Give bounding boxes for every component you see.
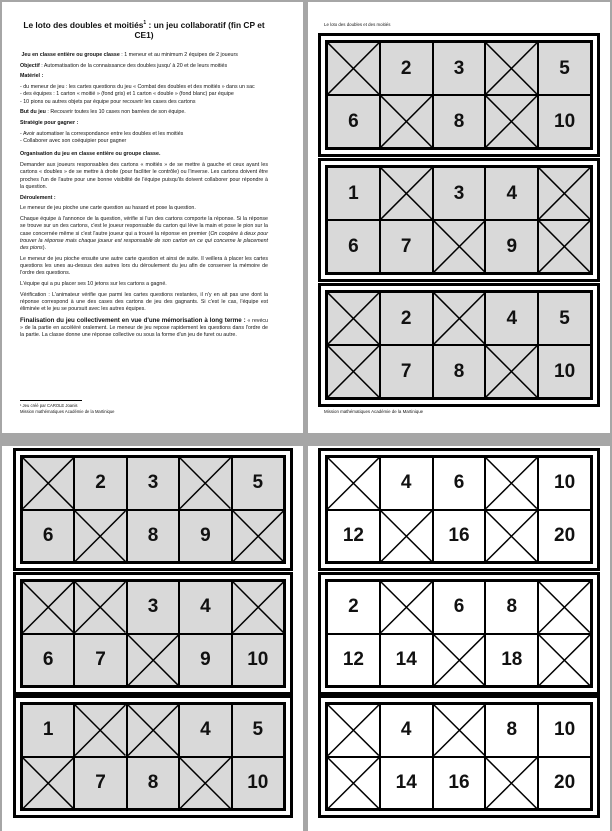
number-cell [485,167,538,220]
cross-icon [180,758,230,809]
number-cell [433,345,486,398]
crossed-cell [327,42,380,95]
cell-number: 9 [506,235,518,257]
loto-grid [325,290,593,400]
cell-number: 6 [348,235,359,257]
crossed-cell [232,510,284,563]
crossed-cell [327,345,380,398]
cross-icon [434,705,485,756]
number-cell [433,457,486,510]
cell-number: 14 [395,648,417,670]
crossed-cell [127,634,179,687]
number-cell [22,704,74,757]
cross-icon [486,346,537,397]
crossed-cell [179,457,231,510]
number-cell [485,292,538,345]
number-cell [538,292,591,345]
cell-number: 18 [501,648,523,670]
loto-card [318,695,600,818]
number-cell [380,345,433,398]
procedure-step: Le meneur de jeu pioche ensuite une autre carte question et ainsi de suite. Il veillera à placer les cartes questions les unes au-dessus des autres lors du déroulement du jeu afin de conserver la mémoire de l'ordre des questions. [20,255,268,277]
crossed-cell [433,704,486,757]
crossed-cell [327,704,380,757]
crossed-cell [74,581,126,634]
crossed-cell [538,167,591,220]
loto-grid [325,579,593,688]
number-cell [538,457,591,510]
crossed-cell [485,95,538,148]
cross-icon [434,293,485,344]
number-cell [232,457,284,510]
number-cell [433,757,486,810]
cross-icon [381,582,432,633]
cell-number: 6 [42,524,54,546]
crossed-cell [74,704,126,757]
number-cell [327,510,380,563]
material-heading: Matériel : [20,73,44,80]
rules-text [20,18,268,343]
number-cell [327,167,380,220]
crossed-cell [485,457,538,510]
cell-number: 4 [400,719,412,741]
number-cell [179,634,231,687]
number-cell [380,634,433,687]
cross-icon [128,635,178,686]
loto-grid [20,702,286,811]
cell-number: 12 [342,648,364,670]
crossed-cell [74,510,126,563]
cell-number: 10 [554,360,576,382]
cell-number: 8 [506,596,518,618]
crossed-cell [433,292,486,345]
procedure-heading: Déroulement : [20,194,56,201]
cross-icon [381,511,432,562]
cell-number: 2 [348,596,359,618]
cell-number: 10 [247,648,269,670]
loto-card [318,283,600,407]
crossed-cell [433,634,486,687]
cell-number: 7 [95,648,106,670]
number-cell [380,457,433,510]
crossed-cell [380,95,433,148]
cell-number: 3 [147,472,159,494]
footnote [20,400,115,415]
cross-icon [23,582,73,633]
number-cell [232,634,284,687]
crossed-cell [22,457,74,510]
loto-grid [325,165,593,275]
page-header: Le loto des doubles et des moitiés [324,22,391,27]
crossed-cell [327,757,380,810]
loto-card [318,448,600,571]
cross-icon [328,43,379,94]
cross-icon [539,221,590,272]
number-cell [127,757,179,810]
cross-icon [75,705,125,756]
cell-number: 12 [342,524,364,546]
crossed-cell [485,42,538,95]
number-cell [179,581,231,634]
number-cell [485,704,538,757]
number-cell [327,95,380,148]
organisation-text: Demander aux joueurs responsables des cartons « moitiés » de se mettre à gauche et ceux ayant les cartons « doubles » de se mettre à droite (pour faciliter le contrôle) ou l'inverse. Les cartons doivent être proches l'un de l'autre pour une bonne visibilité de l'équipe puisqu'ils doivent collaborer pour répondre à la question. [20,162,268,190]
strategy-list: - Avoir automatiser la correspondance entre les doubles et les moitiés - Collaborer avec son coéquipier pour gagner [20,130,184,145]
cell-number: 16 [448,771,470,793]
cell-number: 2 [400,57,412,79]
procedure-step: L'équipe qui a pu placer ses 10 jetons sur les cartons a gagné. [20,281,167,287]
cross-icon [486,458,537,509]
number-cell [433,167,486,220]
cell-number: 1 [348,182,359,204]
cell-number: 9 [200,524,211,546]
number-cell [380,757,433,810]
cross-icon [328,346,379,397]
page-cards-half-1 [308,2,610,433]
cross-icon [23,458,73,509]
cross-icon [328,758,379,809]
loto-grid [325,455,593,564]
crossed-cell [232,581,284,634]
cell-number: 4 [400,472,412,494]
number-cell [380,220,433,273]
number-cell [327,220,380,273]
cell-number: 9 [200,648,211,670]
number-cell [74,457,126,510]
cell-number: 4 [506,307,518,329]
cell-number: 8 [506,719,518,741]
loto-card [13,572,293,695]
number-cell [380,704,433,757]
number-cell [127,457,179,510]
number-cell [538,345,591,398]
number-cell [485,581,538,634]
loto-grid [325,40,593,150]
cell-number: 5 [252,719,264,741]
cell-number: 20 [554,524,576,546]
number-cell [22,634,74,687]
cell-number: 3 [147,596,159,618]
cross-icon [328,705,379,756]
cell-number: 4 [506,182,518,204]
number-cell [538,757,591,810]
crossed-cell [485,510,538,563]
page-cards-double [308,446,610,831]
cross-icon [486,758,537,809]
cross-icon [180,458,230,509]
cell-number: 1 [42,719,54,741]
loto-card [13,448,293,571]
number-cell [327,634,380,687]
crossed-cell [538,634,591,687]
page-rules [2,2,303,433]
cell-number: 2 [95,472,106,494]
cell-number: 5 [252,472,264,494]
document-title: Le loto des doubles et moitiés$^1$ : un jeu collaboratif (fin CP et CE1) [23,19,265,40]
cell-number: 5 [559,307,570,329]
objective: Objectif : Automatisation de la connaissance des doubles jusqu' à 20 et de leurs moitiés [20,62,228,69]
number-cell [74,634,126,687]
number-cell [179,704,231,757]
cross-icon [75,511,125,562]
cross-icon [381,96,432,147]
cross-icon [328,293,379,344]
page-footer: Mission mathématiques Académie de la Martinique [324,409,424,414]
loto-grid [325,702,593,811]
cross-icon [486,511,537,562]
cell-number: 2 [400,307,412,329]
cell-number: 6 [42,648,54,670]
number-cell [433,42,486,95]
crossed-cell [22,581,74,634]
cell-number: 8 [453,110,465,132]
cross-icon [539,635,590,686]
cell-number: 16 [448,524,470,546]
crossed-cell [538,220,591,273]
number-cell [538,95,591,148]
organisation-heading: Organisation du jeu en classe entière ou groupe classe. [20,151,161,158]
cross-icon [486,43,537,94]
number-cell [380,42,433,95]
loto-card [318,33,600,157]
cross-icon [434,635,485,686]
page-footer: Mission mathématiques Académie de la Martinique [20,409,115,414]
cross-icon [23,758,73,809]
cross-icon [539,582,590,633]
cell-number: 6 [348,110,359,132]
cell-number: 20 [554,771,576,793]
crossed-cell [327,292,380,345]
number-cell [74,757,126,810]
cross-icon [381,168,432,219]
footnote-text: ¹ Jeu créé par CAROLE Joanis [20,403,78,408]
cross-icon [128,705,178,756]
number-cell [179,510,231,563]
loto-grid [20,455,286,564]
number-cell [485,220,538,273]
crossed-cell [485,757,538,810]
number-cell [485,634,538,687]
cross-icon [328,458,379,509]
procedure-step: Chaque équipe à l'annonce de la question, vérifie si l'un des cartons comporte la réponse. Si la réponse se trouve sur un des cartons, c'est le joueur responsable du carton qui lève la main et pose le pion sur la case concernée même si c'est l'autre joueur qui a trouvé la réponse en premier (On coopère à deux pour trouver la réponse mais chaque joueur est responsable de son carton en ce qui concerne le placement des pions). [20,216,268,251]
cell-number: 4 [200,596,211,618]
crossed-cell [538,581,591,634]
loto-card [318,572,600,695]
cross-icon [486,96,537,147]
cell-number: 3 [453,182,465,204]
number-cell [433,510,486,563]
loto-grid [20,579,286,688]
cross-icon [233,511,283,562]
cell-number: 3 [453,57,465,79]
number-cell [232,704,284,757]
verification: Vérification : L'animateur vérifie que parmi les cartes questions restantes, il n'y en ait pas une dont la réponse correspond à une des cases des cartons de jeu des gagnants. Si c'est le cas, l'équipe est éliminée et le jeu se poursuit avec les autres équipes. [20,291,268,313]
number-cell [433,581,486,634]
cell-number: 6 [453,472,465,494]
finalisation: Finalisation du jeu collectivement en vue d'une mémorisation à long terme : « revécu » de la partie en accéléré oralement. Le meneur de jeu repose rapidement les questions dans l'ordre de la partie. La classe donne une réponse collective ou sous la forme d'un jeu de furet ou autre. [20,317,268,339]
cross-icon [434,221,485,272]
crossed-cell [433,220,486,273]
loto-card [318,158,600,282]
cell-number: 10 [554,719,576,741]
number-cell [380,292,433,345]
cell-number: 14 [395,771,417,793]
cell-number: 8 [453,360,465,382]
material-list: - du meneur de jeu : les cartes questions du jeu « Combat des doubles et des moitiés » dans un sac - des équipes : 1 carton « moitié » (fond gris) et 1 carton « double » (fond blanc) par équipe - 10 pions ou autres objets par équipe pour recouvrir les cases des cartons [20,84,255,105]
loto-card [13,695,293,818]
cell-number: 7 [95,771,106,793]
crossed-cell [127,704,179,757]
cell-number: 10 [554,110,576,132]
cross-icon [539,168,590,219]
crossed-cell [485,345,538,398]
number-cell [538,704,591,757]
cell-number: 10 [554,472,576,494]
crossed-cell [179,757,231,810]
cell-number: 5 [559,57,570,79]
game-setup: Jeu en classe entière ou groupe classe : 1 meneur et au minimum 2 équipes de 2 joueurs [21,51,238,58]
number-cell [538,42,591,95]
procedure-step: Le meneur de jeu pioche une carte question au hasard et pose la question. [20,205,196,212]
cell-number: 8 [147,771,159,793]
number-cell [538,510,591,563]
crossed-cell [380,167,433,220]
cell-number: 7 [400,360,412,382]
cell-number: 10 [247,771,269,793]
goal: But du jeu : Recouvrir toutes les 10 cases non barrées de son équipe. [20,109,186,116]
crossed-cell [380,581,433,634]
cell-number: 7 [400,235,412,257]
crossed-cell [380,510,433,563]
page-cards-half-2 [2,446,303,831]
crossed-cell [327,457,380,510]
cell-number: 4 [200,719,211,741]
crossed-cell [22,757,74,810]
number-cell [433,95,486,148]
cross-icon [75,582,125,633]
number-cell [22,510,74,563]
cell-number: 8 [147,524,159,546]
number-cell [327,581,380,634]
number-cell [232,757,284,810]
cross-icon [233,582,283,633]
number-cell [127,510,179,563]
strategy-heading: Stratégie pour gagner : [20,120,79,127]
cell-number: 6 [453,596,465,618]
number-cell [127,581,179,634]
